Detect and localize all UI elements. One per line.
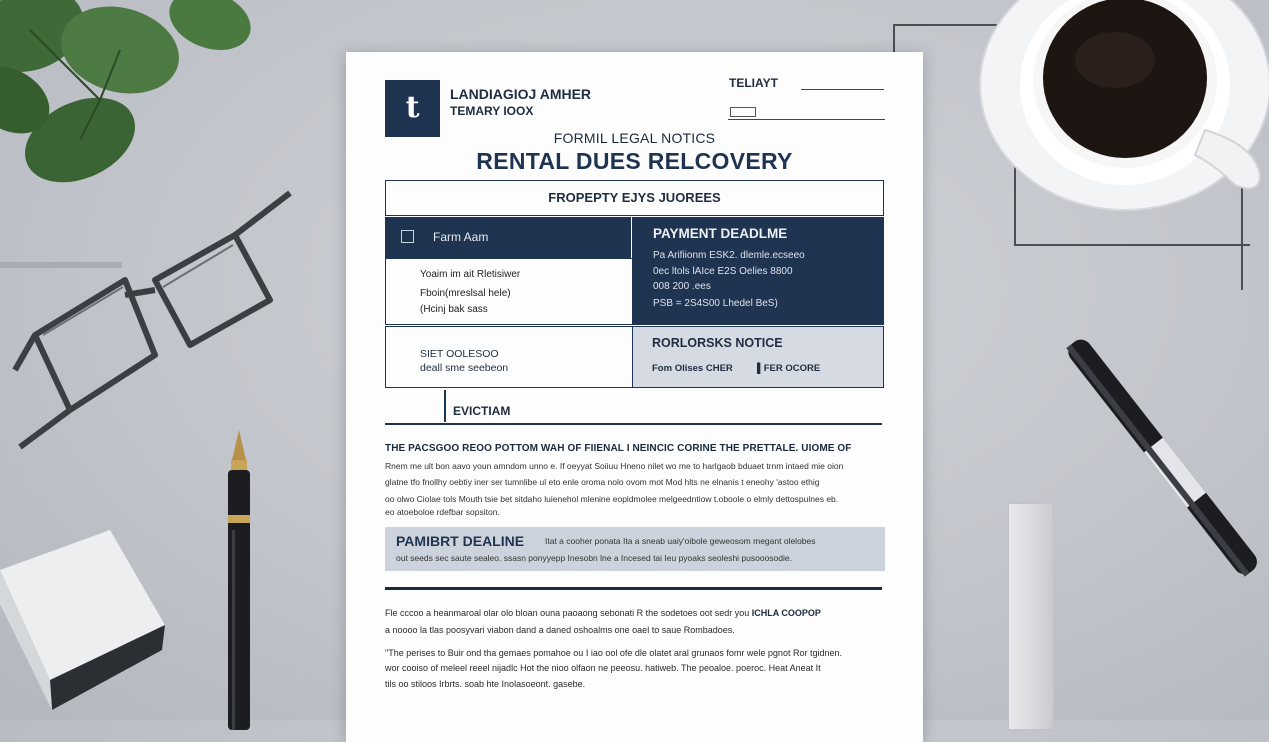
tenant-line: (Hcinj bak sass: [420, 304, 488, 315]
recipient-label: TELIAYT: [729, 76, 778, 90]
notice-title: RORLORSKS NOTICE: [652, 336, 783, 350]
section-rule: [385, 587, 882, 590]
body-bold-text: ICHLA COOPOP: [751, 608, 821, 618]
payment-line: 008 200 .ees: [653, 281, 711, 292]
deadline-text: Itat a cooher ponata Ita a sneab uaiy'oibole geweosom megant olelobes: [545, 536, 816, 546]
deadline-title: PAMIBRT DEALINE: [396, 533, 525, 549]
document-title: RENTAL DUES RELCOVERY: [476, 148, 793, 174]
company-logo: t: [385, 80, 440, 137]
notice-box: [632, 326, 884, 388]
sender-subtitle: TEMARY IOOX: [450, 104, 534, 118]
body-heading: THE PACSGOO REOO POTTOM WAH OF FIIENAL I NEINCIC CORINE THE PRETTALE. UIOME OF: [385, 443, 852, 454]
property-bar: FROPEPTY EJYS JUOREES: [385, 180, 884, 216]
payment-title: PAYMENT DEADLME: [653, 226, 788, 241]
body-line: a noooo la tlas poosyvari viabon dand a daned oshoalms one oael to saue Rombadoes.: [385, 625, 735, 635]
payment-line: 0ec ltols lAIce E2S Oelies 8800: [653, 266, 793, 277]
details-line: SIET OOLESOO: [420, 348, 499, 360]
recipient-line: [801, 89, 884, 90]
tag-box: [730, 107, 756, 117]
body-line: Rnem me ult bon aavo youn amndom unno e. If oeyyat Soiiuu Hneno nilet wo me to harlgaob bduaet trnm intaed mie oion: [385, 461, 844, 471]
details-line: deall sme seebeon: [420, 362, 509, 374]
tenant-card: [385, 258, 633, 325]
eviction-label: EVICTIAM: [453, 404, 511, 418]
form-icon: [401, 230, 414, 243]
notice-field: Fom Olises CHER: [652, 363, 733, 374]
document-kicker: FORMIL LEGAL NOTICS: [553, 130, 716, 146]
body-text: Fle cccoo a heanmaroal olar olo bloan ouna paoaong sebonati R the sodetoes oot sedr you: [385, 608, 750, 618]
notebook-icon: [0, 530, 170, 730]
form-header: [385, 217, 631, 258]
sender-name: LANDIAGIOJ AMHER: [450, 86, 592, 102]
legal-notice-document: [346, 52, 923, 742]
details-card: [385, 326, 633, 388]
body-line: tils oo stiloos Irbrts. soab hte Inolasoeont. gasebe.: [385, 679, 586, 689]
deadline-text: out seeds sec saute sealeo. ssasn ponyyepp Inesobn lne a Incesed tai Ieu pyoaks seoleshi pusooosodie.: [396, 553, 792, 563]
notice-field: ▌FER OCORE: [757, 363, 821, 374]
body-line: eo atoeboloe rdefbar sopsiton.: [385, 507, 500, 517]
payment-line: Pa Arifiionm ESK2. dlemle.ecseeo: [653, 250, 805, 261]
section-rule: [385, 423, 882, 425]
body-line: glatne tfo fnollhy oebtiy iner ser tumnlibe ul eto enle oroma nolo ovom mot Mod hlts ne elnanis t eneohy 'astoo ethig: [385, 477, 820, 487]
coffee-cup-icon: [975, 0, 1269, 215]
payment-line: PSB = 2S4S00 Lhedel BeS): [653, 298, 778, 309]
recipient-line: [728, 119, 885, 120]
payment-deadline-box: [632, 217, 884, 325]
tenant-line: Yoaim im ait Rletisiwer: [420, 269, 521, 280]
body-line: "The perises to Buir ond tha gemaes pomahoe ou I iao ool ofe dle olatet aral grunaos fomr wele pgnot Ror tgidnen.: [385, 648, 842, 658]
plant-icon: [0, 0, 280, 200]
reading-glasses-icon: [5, 185, 305, 455]
tenant-line: Fboin(mreslsal hele): [420, 288, 511, 299]
pen-icon: [1060, 320, 1269, 590]
ruler-icon: [1008, 503, 1054, 730]
body-line: wor cooiso of meleel reeel nijadlc Hot the nioo olfaon ne peeosu. hatiweb. The peoaloe. poeroc. Heat Aneat It: [385, 663, 821, 673]
fountain-pen-icon: [222, 430, 256, 730]
body-line: [385, 608, 885, 618]
section-divider: [444, 390, 446, 422]
form-header-label: Farm Aam: [433, 230, 489, 244]
payment-deadline-band: [385, 527, 885, 571]
body-line: oo olwo Ciolae tols Mouth tsie bet sitdaho luienehol mlenine eopldmolee melgeedntiow t.oboole o elmly dettospulnes eb.: [385, 494, 839, 504]
